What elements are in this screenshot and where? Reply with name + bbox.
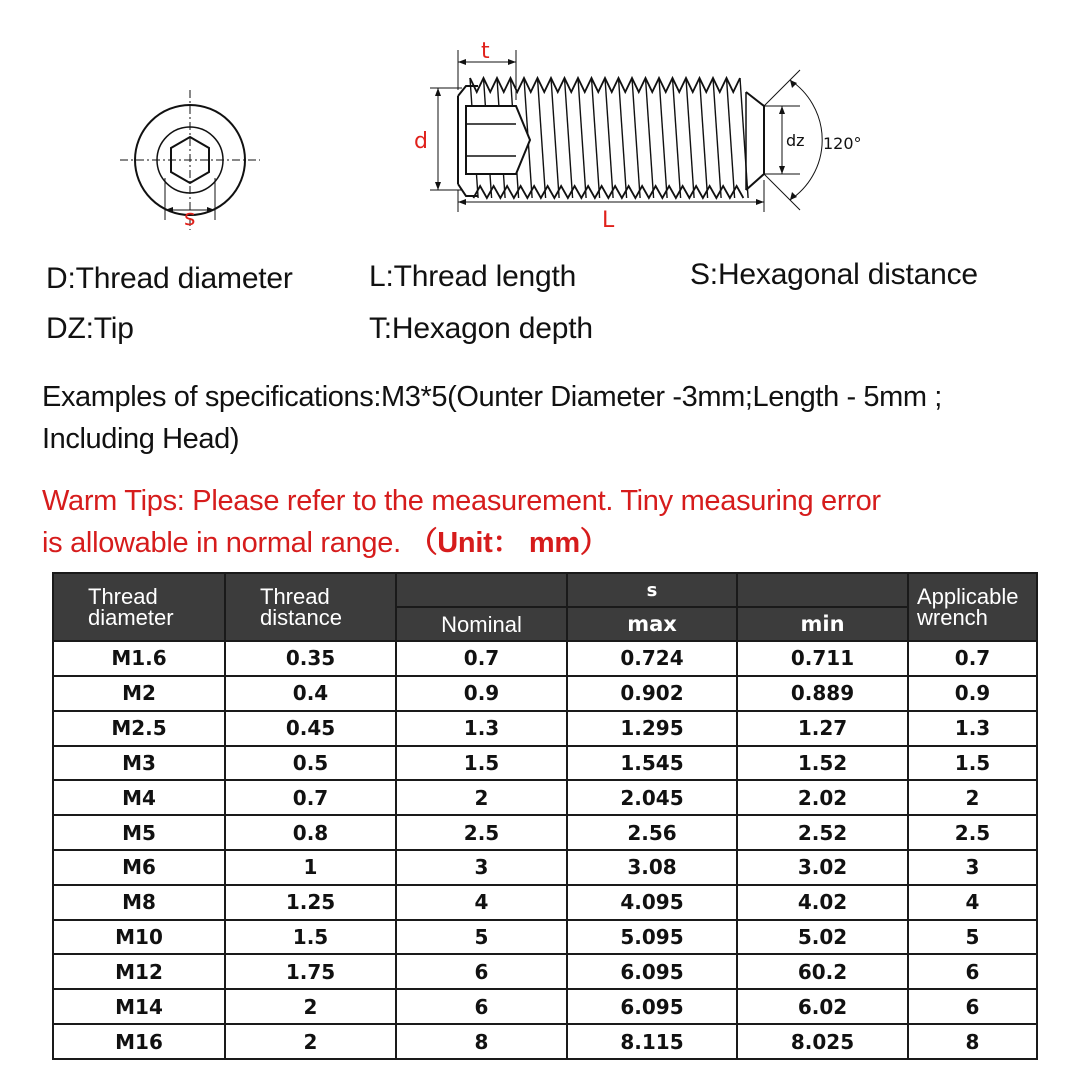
table-cell: 1.75 bbox=[225, 954, 396, 989]
table-row bbox=[53, 920, 1037, 955]
dim-label-s: s bbox=[184, 206, 196, 231]
table-cell: 2 bbox=[396, 780, 567, 815]
table-cell: 60.2 bbox=[737, 954, 908, 989]
table-cell: 1 bbox=[225, 850, 396, 885]
table-cell: M4 bbox=[53, 780, 225, 815]
table-cell: 1.3 bbox=[396, 711, 567, 746]
table-cell: 2 bbox=[225, 989, 396, 1024]
table-cell: 1.3 bbox=[908, 711, 1037, 746]
table-cell: 0.7 bbox=[396, 641, 567, 676]
side-view bbox=[414, 39, 862, 233]
legend-hexagon-depth: T:Hexagon depth bbox=[369, 312, 593, 345]
table-cell: 2.5 bbox=[396, 815, 567, 850]
table-cell: 2.56 bbox=[567, 815, 737, 850]
table-cell: 6 bbox=[908, 954, 1037, 989]
tips-unit: （Unit： mm） bbox=[408, 527, 609, 559]
table-cell: 6.095 bbox=[567, 954, 737, 989]
table-cell: 8 bbox=[396, 1024, 567, 1059]
table-cell: 0.8 bbox=[225, 815, 396, 850]
table-cell: 0.711 bbox=[737, 641, 908, 676]
table-cell: 0.9 bbox=[908, 676, 1037, 711]
example-line-2: Including Head) bbox=[42, 423, 240, 455]
dim-label-d: d bbox=[414, 129, 428, 154]
table-cell: M2 bbox=[53, 676, 225, 711]
table-cell: M8 bbox=[53, 885, 225, 920]
table-cell: M14 bbox=[53, 989, 225, 1024]
header-max: max bbox=[567, 607, 737, 641]
table-cell: 0.724 bbox=[567, 641, 737, 676]
table-cell: 2.52 bbox=[737, 815, 908, 850]
table-cell: 1.52 bbox=[737, 746, 908, 781]
legend-thread-diameter: D:Thread diameter bbox=[46, 262, 293, 295]
table-cell: 0.902 bbox=[567, 676, 737, 711]
table-cell: 4 bbox=[396, 885, 567, 920]
table-row bbox=[53, 850, 1037, 885]
header-blank-left bbox=[396, 573, 567, 607]
table-cell: 3 bbox=[908, 850, 1037, 885]
table-cell: M1.6 bbox=[53, 641, 225, 676]
dim-label-angle: 120° bbox=[823, 134, 862, 153]
table-row bbox=[53, 1024, 1037, 1059]
table-cell: 1.5 bbox=[396, 746, 567, 781]
table-cell: M6 bbox=[53, 850, 225, 885]
header-nominal: Nominal bbox=[396, 607, 567, 641]
table-cell: M2.5 bbox=[53, 711, 225, 746]
legend-thread-length: L:Thread length bbox=[369, 260, 577, 293]
header-s: s bbox=[567, 573, 737, 607]
table-cell: M12 bbox=[53, 954, 225, 989]
example-line-1: Examples of specifications:M3*5(Ounter Diameter -3mm;Length - 5mm ; bbox=[42, 381, 942, 413]
warm-tips bbox=[42, 480, 1062, 564]
table-row bbox=[53, 676, 1037, 711]
legend-tip: DZ:Tip bbox=[46, 312, 134, 345]
table-row bbox=[53, 815, 1037, 850]
tips-line-2: is allowable in normal range. bbox=[42, 527, 401, 559]
table-cell: 0.7 bbox=[908, 641, 1037, 676]
table-cell: 3.02 bbox=[737, 850, 908, 885]
hex-socket-section bbox=[466, 106, 530, 174]
table-cell: 5 bbox=[396, 920, 567, 955]
table-cell: M10 bbox=[53, 920, 225, 955]
table-cell: 0.9 bbox=[396, 676, 567, 711]
specification-example bbox=[42, 376, 1052, 460]
dim-label-dz: dz bbox=[786, 131, 805, 150]
table-cell: 8.115 bbox=[567, 1024, 737, 1059]
table-cell: 0.7 bbox=[225, 780, 396, 815]
table-cell: 0.889 bbox=[737, 676, 908, 711]
dim-label-L: L bbox=[602, 208, 615, 233]
table-cell: 0.4 bbox=[225, 676, 396, 711]
table-cell: 8 bbox=[908, 1024, 1037, 1059]
header-applicable-wrench: Applicable wrench bbox=[908, 573, 1037, 641]
table-row bbox=[53, 641, 1037, 676]
table-cell: M16 bbox=[53, 1024, 225, 1059]
table-row bbox=[53, 711, 1037, 746]
table-cell: 5 bbox=[908, 920, 1037, 955]
table-cell: 6 bbox=[908, 989, 1037, 1024]
table-cell: 4 bbox=[908, 885, 1037, 920]
table-cell: 4.095 bbox=[567, 885, 737, 920]
table-row bbox=[53, 780, 1037, 815]
spec-table bbox=[52, 572, 1038, 1060]
header-min: min bbox=[737, 607, 908, 641]
table-cell: 6.02 bbox=[737, 989, 908, 1024]
table-cell: 6 bbox=[396, 954, 567, 989]
table-row bbox=[53, 746, 1037, 781]
tips-line-1: Warm Tips: Please refer to the measurement. Tiny measuring error bbox=[42, 485, 881, 517]
table-cell: 2 bbox=[908, 780, 1037, 815]
table-cell: 4.02 bbox=[737, 885, 908, 920]
table-row bbox=[53, 954, 1037, 989]
table-cell: 5.095 bbox=[567, 920, 737, 955]
table-cell: M5 bbox=[53, 815, 225, 850]
header-blank-right bbox=[737, 573, 908, 607]
table-cell: 1.5 bbox=[225, 920, 396, 955]
end-view bbox=[120, 90, 260, 231]
table-cell: 3.08 bbox=[567, 850, 737, 885]
table-cell: 0.35 bbox=[225, 641, 396, 676]
table-cell: 5.02 bbox=[737, 920, 908, 955]
table-cell: 3 bbox=[396, 850, 567, 885]
table-cell: 6 bbox=[396, 989, 567, 1024]
table-cell: 8.025 bbox=[737, 1024, 908, 1059]
table-cell: 2.5 bbox=[908, 815, 1037, 850]
table-cell: 1.545 bbox=[567, 746, 737, 781]
table-row bbox=[53, 989, 1037, 1024]
table-cell: 1.27 bbox=[737, 711, 908, 746]
set-screw-drawing bbox=[0, 0, 1080, 250]
table-row bbox=[53, 885, 1037, 920]
header-thread-diameter: Thread diameter bbox=[53, 573, 225, 641]
table-cell: 0.45 bbox=[225, 711, 396, 746]
table-cell: 6.095 bbox=[567, 989, 737, 1024]
legend-hexagonal-distance: S:Hexagonal distance bbox=[690, 258, 978, 291]
table-cell: 2 bbox=[225, 1024, 396, 1059]
header-thread-distance: Thread distance bbox=[225, 573, 396, 641]
table-cell: 2.02 bbox=[737, 780, 908, 815]
dim-label-t: t bbox=[481, 39, 490, 64]
table-cell: 1.25 bbox=[225, 885, 396, 920]
table-cell: 2.045 bbox=[567, 780, 737, 815]
table-cell: M3 bbox=[53, 746, 225, 781]
table-cell: 0.5 bbox=[225, 746, 396, 781]
table-cell: 1.5 bbox=[908, 746, 1037, 781]
table-cell: 1.295 bbox=[567, 711, 737, 746]
